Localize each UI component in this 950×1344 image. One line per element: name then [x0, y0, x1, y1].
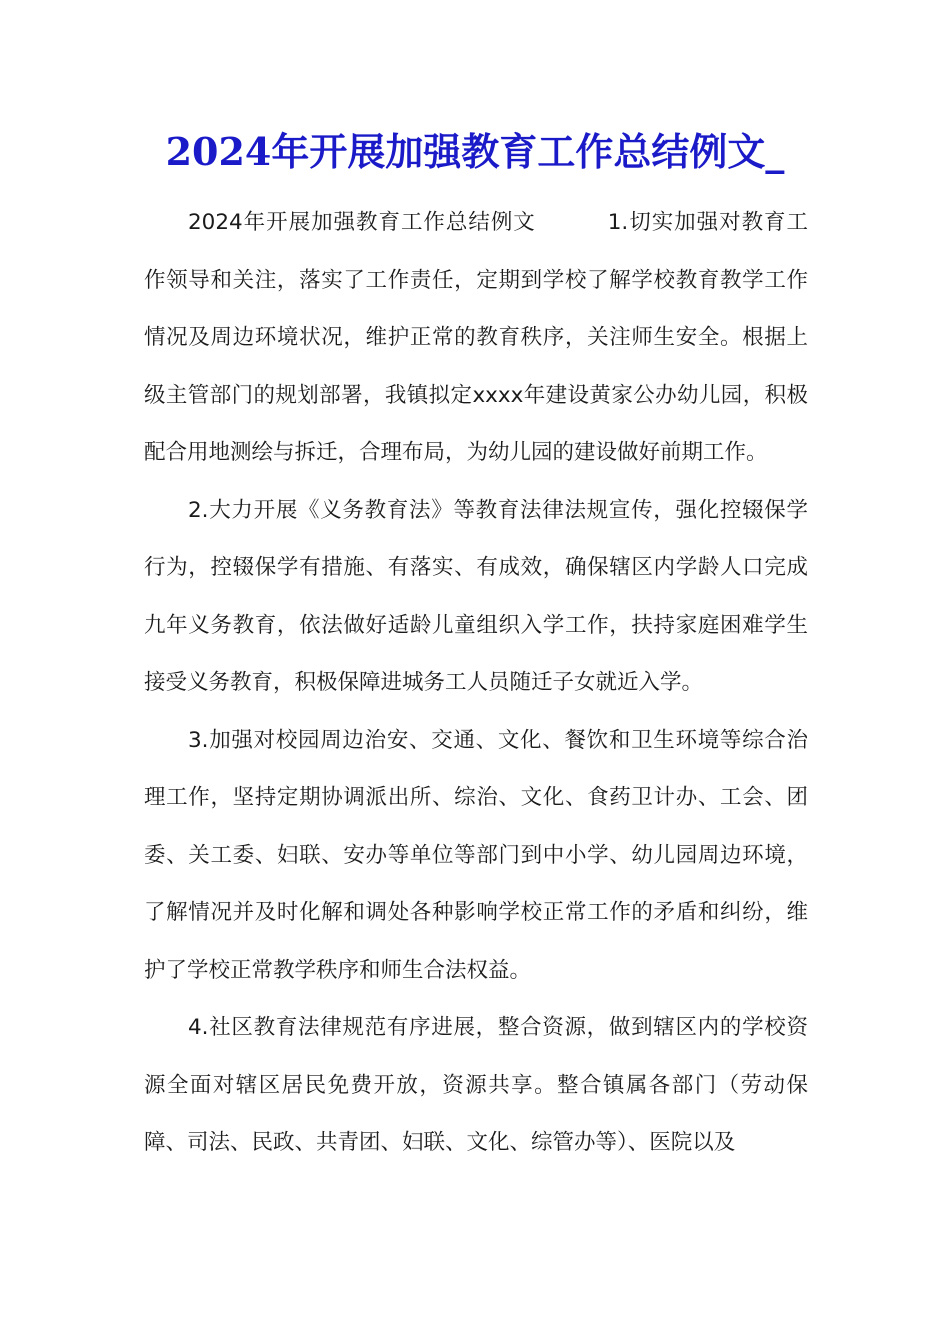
document-title: 2024年开展加强教育工作总结例文_: [165, 129, 785, 174]
paragraph-1: [144, 194, 808, 482]
paragraph-3: 3.加强对校园周边治安、交通、文化、餐饮和卫生环境等综合治理工作，坚持定期协调派出所、综治、文化、食药卫计办、工会、团委、关工委、妇联、安办等单位等部门到中小学、幼儿园周边环境，了解情况并及时化解和调处各种影响学校正常工作的矛盾和纠纷，维护了学校正常教学秩序和师生合法权益。: [144, 727, 808, 983]
paragraph-2: 2.大力开展《义务教育法》等教育法律法规宣传，强化控辍保学行为，控辍保学有措施、有落实、有成效，确保辖区内学龄人口完成九年义务教育，依法做好适龄儿童组织入学工作，扶持家庭困难学生接受义务教育，积极保障进城务工人员随迁子女就近入学。: [144, 497, 808, 695]
paragraph-1-text: 1.切实加强对教育工作领导和关注，落实了工作责任，定期到学校了解学校教育教学工作情况及周边环境状况，维护正常的教育秩序，关注师生安全。根据上级主管部门的规划部署，我镇拟定xxxx年建设黄家公办幼儿园，积极配合用地测绘与拆迁，合理布局，为幼儿园的建设做好前期工作。: [144, 210, 808, 465]
intro-heading: 2024年开展加强教育工作总结例文: [188, 210, 536, 235]
paragraph-4: 4.社区教育法律规范有序进展，整合资源，做到辖区内的学校资源全面对辖区居民免费开放，资源共享。整合镇属各部门（劳动保障、司法、民政、共青团、妇联、文化、综管办等）、医院以及: [144, 1015, 808, 1155]
document-body: [144, 194, 808, 1172]
